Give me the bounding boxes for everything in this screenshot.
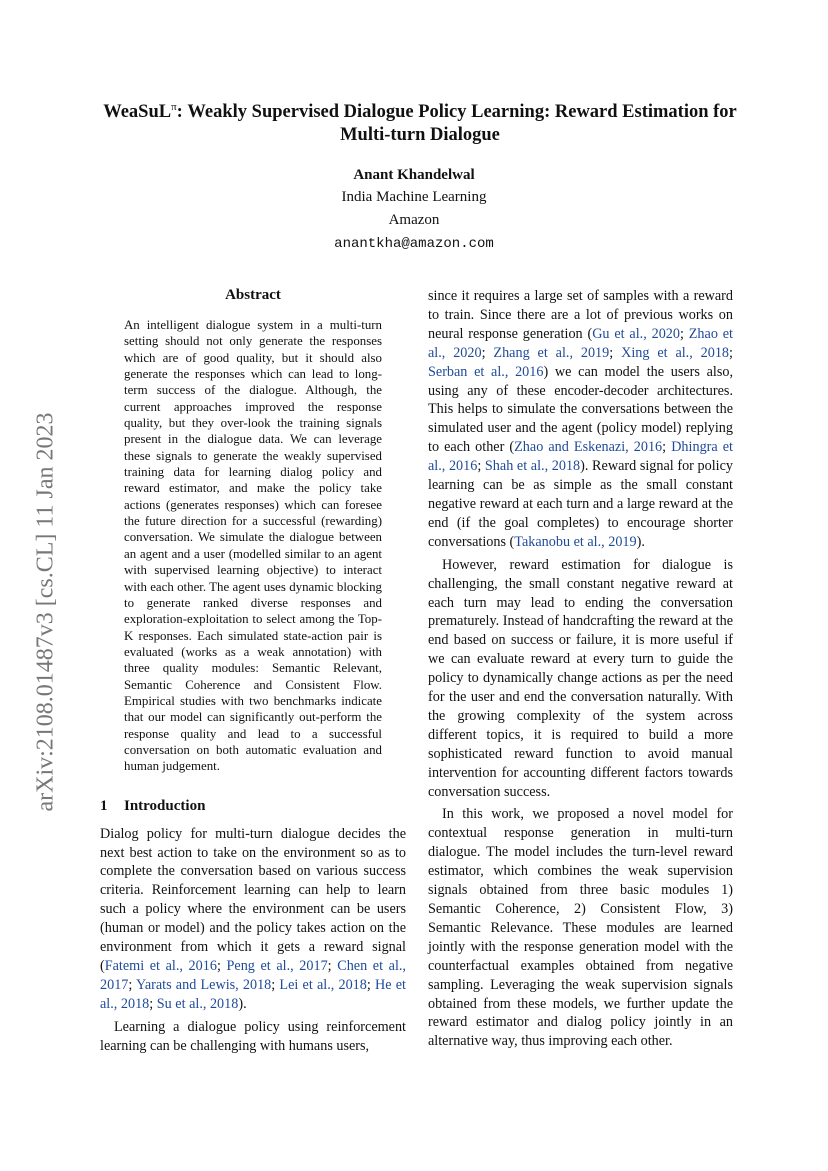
citation-link[interactable]: Fatemi et al., 2016 bbox=[104, 957, 217, 974]
intro-paragraph-1: Dialog policy for multi-turn dialogue decides the next best action to take on the environment so as to complete the conversation based on various success criteria. Reinforcement learning can help to learn such a policy where the environment can be users (human or model) and the policy takes action on the environment from which it gets a reward signal (Fatemi et al., 2016; Peng et al., 2017; Chen et al., 2017; Yarats and Lewis, 2018; Lei et al., 2018; He et al., 2018; Su et al., 2018). bbox=[100, 825, 406, 1012]
section-title: Introduction bbox=[124, 797, 206, 814]
citation-link[interactable]: Shah et al., 2018 bbox=[484, 458, 581, 475]
title-superscript: π bbox=[171, 101, 177, 113]
paper-title bbox=[100, 96, 740, 147]
citation-link[interactable]: Zhao et al., 2020 bbox=[428, 325, 733, 361]
citation-link[interactable]: Zhang et al., 2019 bbox=[493, 344, 610, 361]
citation-link[interactable]: Xing et al., 2018 bbox=[621, 344, 730, 361]
abstract-body: An intelligent dialogue system in a multi-turn setting should not only generate the responses which are of good quality, but it should also generate the responses which can lead to long-term success of the dialogue. Although, the current approaches improved the response quality, but they over-look the training signals present in the dialogue data. We can leverage these signals to generate the weakly supervised training data for learning dialog policy and reward estimator, and make the policy take actions (generates responses) which can foresee the future direction for a successful (rewarding) conversation. We simulate the dialogue between an agent and a user (modelled similar to an agent with supervised learning objective) to interact with each other. The agent uses dynamic blocking to generate ranked diverse responses and exploration-exploitation to select among the Top-K responses. Each simulated state-action pair is evaluated (works as a weak annotation) with three quality modules: Semantic Relevant, Semantic Coherence and Consistent Flow. Empirical studies with two benchmarks indicate that our model can significantly out-perform the response quality and lead to a successful conversation on both automatic evaluation and human judgement. bbox=[124, 318, 382, 774]
citation-link[interactable]: He et al., 2018 bbox=[100, 976, 406, 1012]
citation-link[interactable]: Chen et al., 2017 bbox=[100, 957, 406, 993]
citation-link[interactable]: Yarats and Lewis, 2018 bbox=[136, 976, 272, 993]
affiliation-line-2: Amazon bbox=[388, 212, 440, 228]
author-name: Anant Khandelwal bbox=[353, 167, 475, 183]
citation-link[interactable]: Gu et al., 2020 bbox=[592, 325, 680, 342]
arxiv-sidebar-stamp bbox=[28, 372, 64, 852]
citation-link[interactable]: Su et al., 2018 bbox=[156, 995, 239, 1012]
citation-link[interactable]: Peng et al., 2017 bbox=[226, 957, 328, 974]
title-rest: : Weakly Supervised Dialogue Policy Learning: Reward Estimation for Multi-turn Dialogue bbox=[176, 102, 737, 146]
author-email[interactable]: anantkha@amazon.com bbox=[334, 236, 494, 252]
right-paragraph-2: However, reward estimation for dialogue is challenging, the small constant negative reward at each turn may lead to ending the conversation prematurely. Instead of handcrafting the reward at the end based on success or failure, it is more useful if we can evaluate reward at every turn to guide the policy to dynamically change actions as per the need for the user and end the conversation naturally. With the growing complexity of the system across different topics, it is required to build a more sophisticated reward function to avoid manual intervention for accounting different factors towards conversation success. bbox=[428, 556, 733, 800]
section-number: 1 bbox=[100, 797, 108, 814]
right-paragraph-3: In this work, we proposed a novel model for contextual response generation in multi-turn dialogue. The model includes the turn-level reward estimator, which combines the weak supervision signals obtained from three basic modules 1) Semantic Coherence, 2) Consistent Flow, 3) Semantic Relevance. These modules are learned jointly with the response generation model with the counterfactual examples obtained from negative sampling. Leveraging the weak supervision signals obtained from these models, we further update the reward estimator and dialog policy jointly in an alternative way, thus improving each other. bbox=[428, 806, 733, 1050]
affiliation-line-1: India Machine Learning bbox=[341, 189, 487, 205]
citation-link[interactable]: Takanobu et al., 2019 bbox=[514, 533, 637, 550]
citation-link[interactable]: Dhingra et al., 2016 bbox=[428, 439, 733, 475]
right-paragraph-1: since it requires a large set of samples with a reward to train. Since there are a lot of previous works on neural response generation (Gu et al., 2020; Zhao et al., 2020; Zhang et al., 2019; Xing et al., 2018; Serban et al., 2016) we can model the users also, using any of these encoder-decoder architectures. This helps to simulate the conversations between the simulated user and the agent (policy model) replying to each other (Zhao and Eskenazi, 2016; Dhingra et al., 2016; Shah et al., 2018). Reward signal for policy learning can be as simple as the small constant negative reward at each turn and a large reward at the end (if the goal completes) to encourage shorter conversations (Takanobu et al., 2019). bbox=[428, 288, 734, 550]
right-column bbox=[428, 287, 733, 1051]
citation-link[interactable]: Zhao and Eskenazi, 2016 bbox=[514, 439, 663, 456]
left-column bbox=[100, 285, 406, 1056]
title-acronym: WeaSuL bbox=[103, 102, 172, 123]
abstract-heading: Abstract bbox=[225, 287, 281, 303]
author-block bbox=[214, 164, 614, 255]
arxiv-identifier: arXiv:2108.01487v3 [cs.CL] 11 Jan 2023 bbox=[32, 412, 59, 812]
citation-link[interactable]: Lei et al., 2018 bbox=[279, 976, 367, 993]
citation-link[interactable]: Serban et al., 2016 bbox=[428, 363, 544, 380]
section-heading-introduction bbox=[100, 796, 406, 816]
intro-paragraph-2: Learning a dialogue policy using reinforcement learning can be challenging with humans users, bbox=[100, 1018, 406, 1054]
